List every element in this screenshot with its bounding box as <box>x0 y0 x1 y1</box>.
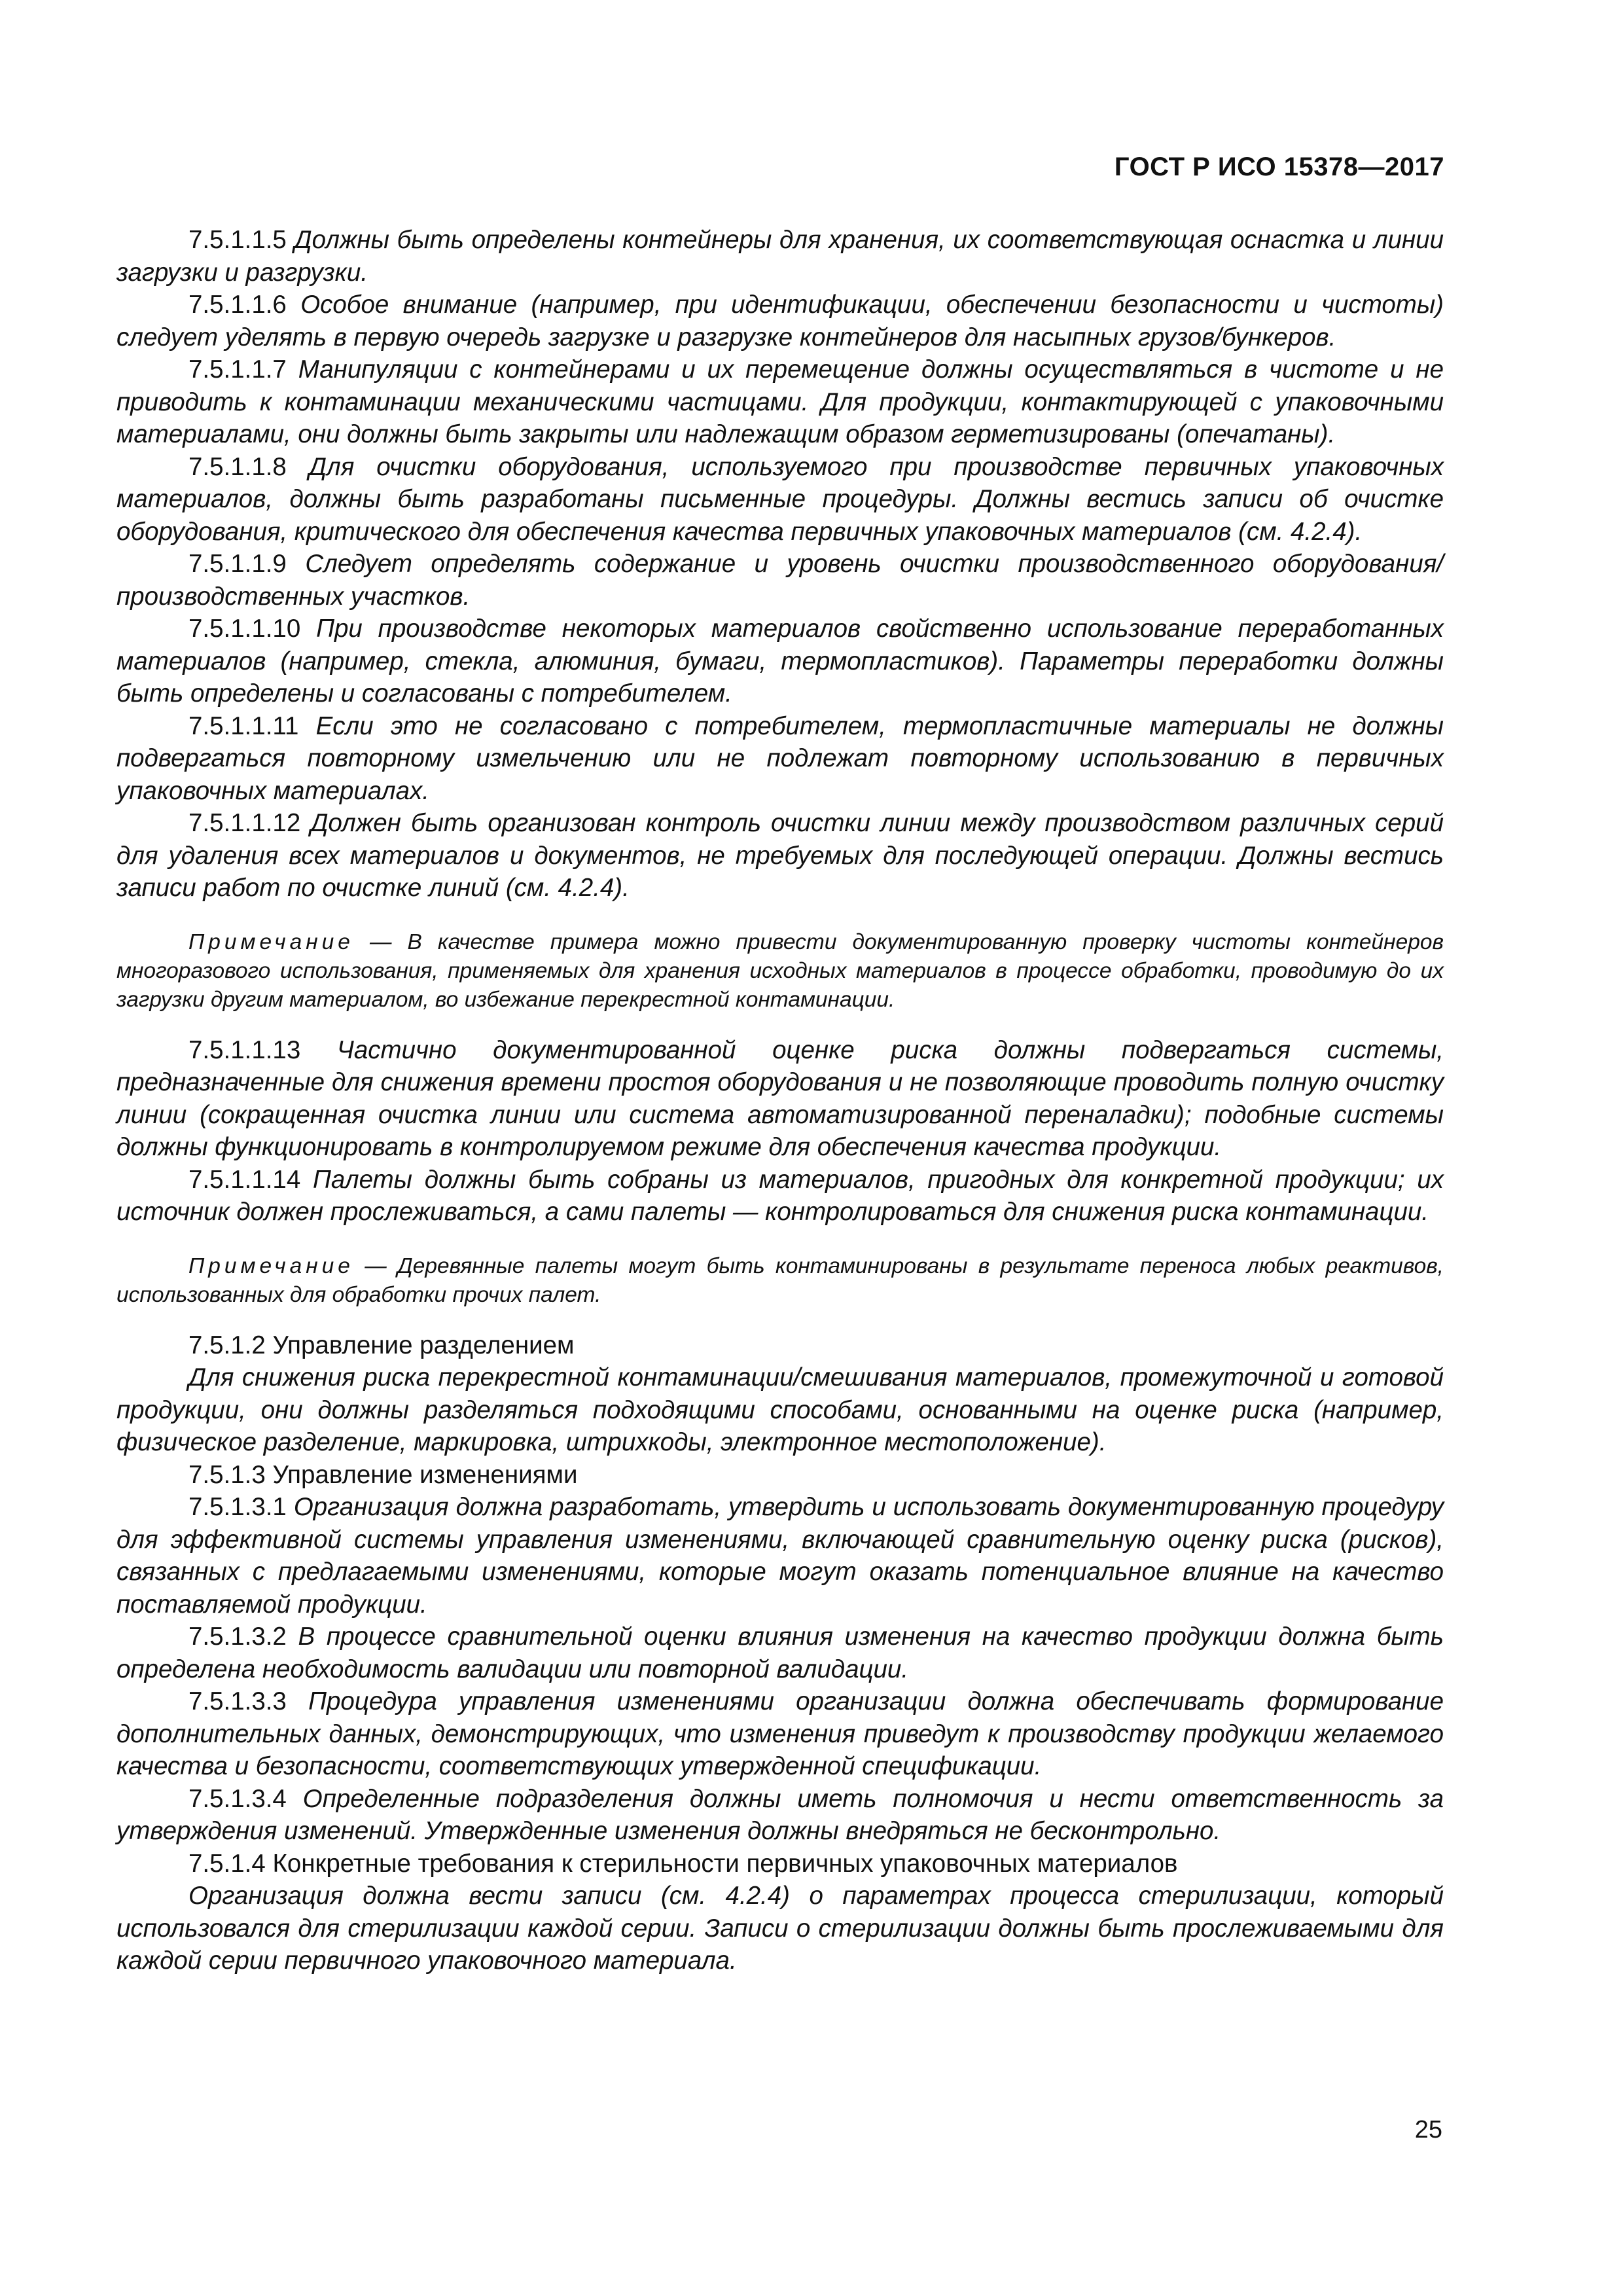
clause-number: 7.5.1.3.4 <box>188 1784 287 1813</box>
clause-text: При производстве некоторых материалов свойственно использование переработанных материалов (например, стекла, алюминия, бумаги, термопластиков). Параметры переработки должны быть определены и согласованы с потребителем. <box>116 615 1444 708</box>
clause-paragraph <box>116 289 1444 353</box>
clause-number: 7.5.1.1.11 <box>188 711 299 740</box>
clause-paragraph <box>116 1621 1444 1685</box>
clause-text: Должны быть определены контейнеры для хранения, их соответствующая оснастка и линии загрузки и разгрузки. <box>116 226 1444 287</box>
clause-paragraph <box>116 710 1444 808</box>
note-text: — В качестве примера можно привести документированную проверку чистоты контейнеров многоразового использования, применяемых для хранения исходных материалов в процессе обработки, проводимую до их загрузки другим материалом, во избежание перекрестной контаминации. <box>116 929 1444 1012</box>
clause-paragraph <box>116 353 1444 451</box>
clause-paragraph <box>116 1361 1444 1459</box>
section-title: Управление изменениями <box>272 1460 578 1489</box>
section-number: 7.5.1.4 <box>188 1849 266 1878</box>
clause-paragraph <box>116 548 1444 613</box>
clause-text: Частично документированной оценке риска должны подвергаться системы, предназначенные для снижения времени простоя оборудования и не позволяющие проводить полную очистку линии (сокращенная очистка линии или система автоматизированной переналадки); подобные системы должны функционировать в контролируемом режиме для обеспечения качества продукции. <box>116 1035 1444 1161</box>
section-title: Конкретные требования к стерильности первичных упаковочных материалов <box>272 1849 1178 1878</box>
clause-text: Для очистки оборудования, используемого при производстве первичных упаковочных материалов, должны быть разработаны письменные процедуры. Должны вестись записи об очистке оборудования, критического для обеспечения качества первичных упаковочных материалов (см. 4.2.4). <box>116 452 1444 546</box>
note-text: — Деревянные палеты могут быть контаминированы в результате переноса любых реактивов, использованных для обработки прочих палет. <box>116 1253 1444 1307</box>
clause-text: Палеты должны быть собраны из материалов, пригодных для конкретной продукции; их источник должен прослеживаться, а сами палеты — контролироваться для снижения риска контаминации. <box>116 1165 1444 1226</box>
note-block <box>116 928 1444 1014</box>
section-heading <box>116 1848 1444 1880</box>
section-number: 7.5.1.2 <box>188 1331 266 1359</box>
clause-text: Если это не согласовано с потребителем, термопластичные материалы не должны подвергаться повторному измельчению или не подлежат повторному использованию в первичных упаковочных материалах. <box>116 711 1444 805</box>
clause-text: Должен быть организован контроль очистки линии между производством различных серий для удаления всех материалов и документов, не требуемых для последующей операции. Должны вестись записи работ по очистке линий (см. 4.2.4). <box>116 809 1444 902</box>
clause-paragraph <box>116 1685 1444 1783</box>
section-heading <box>116 1459 1444 1492</box>
clause-paragraph <box>116 1783 1444 1848</box>
clause-number: 7.5.1.1.7 <box>188 355 287 384</box>
clause-paragraph <box>116 451 1444 548</box>
clause-text: Процедура управления изменениями организации должна обеспечивать формирование дополнительных данных, демонстрирующих, что изменения приведут к производству продукции желаемого качества и безопасности, соответствующих утвержденной спецификации. <box>116 1687 1444 1780</box>
note-label: Примечание <box>188 929 354 954</box>
note-label: Примечание <box>188 1253 354 1278</box>
standard-header: ГОСТ Р ИСО 15378—2017 <box>1114 152 1444 181</box>
page-number: 25 <box>1414 2116 1442 2144</box>
clause-text: Особое внимание (например, при идентификации, обеспечении безопасности и чистоты) следует уделять в первую очередь загрузке и разгрузке контейнеров для насыпных грузов/бункеров. <box>116 291 1444 351</box>
clause-number: 7.5.1.3.3 <box>188 1687 287 1715</box>
clause-number: 7.5.1.1.14 <box>188 1165 301 1194</box>
clause-paragraph <box>116 807 1444 905</box>
clause-text: Определенные подразделения должны иметь полномочия и нести ответственность за утверждения изменений. Утвержденные изменения должны внедряться не бесконтрольно. <box>116 1784 1444 1845</box>
clause-paragraph <box>116 1034 1444 1164</box>
clause-text: Следует определять содержание и уровень очистки производственного оборудования/производственных участков. <box>116 550 1444 611</box>
clause-number: 7.5.1.3.2 <box>188 1623 287 1651</box>
clause-number: 7.5.1.1.12 <box>188 809 301 837</box>
section-heading <box>116 1329 1444 1362</box>
clause-paragraph <box>116 1880 1444 1977</box>
clause-number: 7.5.1.1.13 <box>188 1035 301 1064</box>
clause-paragraph <box>116 224 1444 289</box>
clause-number: 7.5.1.1.5 <box>188 226 287 254</box>
document-body <box>116 224 1444 1977</box>
clause-number: 7.5.1.1.6 <box>188 291 287 319</box>
clause-number: 7.5.1.1.10 <box>188 615 301 643</box>
clause-number: 7.5.1.1.8 <box>188 452 287 481</box>
clause-paragraph <box>116 1164 1444 1229</box>
clause-text: Для снижения риска перекрестной контаминации/смешивания материалов, промежуточной и готовой продукции, они должны разделяться подходящими способами, основанными на оценке риска (например, физическое разделение, маркировка, штрихкоды, электронное местоположение). <box>116 1363 1444 1456</box>
clause-paragraph <box>116 1491 1444 1621</box>
note-block <box>116 1252 1444 1310</box>
clause-text: Манипуляции с контейнерами и их перемещение должны осуществляться в чистоте и не приводить к контаминации механическими частицами. Для продукции, контактирующей с упаковочными материалами, они должны быть закрыты или надлежащим образом герметизированы (опечатаны). <box>116 355 1444 448</box>
section-number: 7.5.1.3 <box>188 1460 266 1489</box>
section-title: Управление разделением <box>272 1331 575 1359</box>
clause-text: Организация должна вести записи (см. 4.2.4) о параметрах процесса стерилизации, который использовался для стерилизации каждой серии. Записи о стерилизации должны быть прослеживаемыми для каждой серии первичного упаковочного материала. <box>116 1882 1444 1975</box>
clause-number: 7.5.1.1.9 <box>188 550 287 578</box>
clause-number: 7.5.1.3.1 <box>188 1493 287 1521</box>
clause-text: Организация должна разработать, утвердить и использовать документированную процедуру для эффективной системы управления изменениями, включающей сравнительную оценку риска (рисков), связанных с предлагаемыми изменениями, которые могут оказать потенциальное влияние на качество поставляемой продукции. <box>116 1493 1444 1619</box>
clause-text: В процессе сравнительной оценки влияния изменения на качество продукции должна быть определена необходимость валидации или повторной валидации. <box>116 1623 1444 1683</box>
clause-paragraph <box>116 613 1444 710</box>
